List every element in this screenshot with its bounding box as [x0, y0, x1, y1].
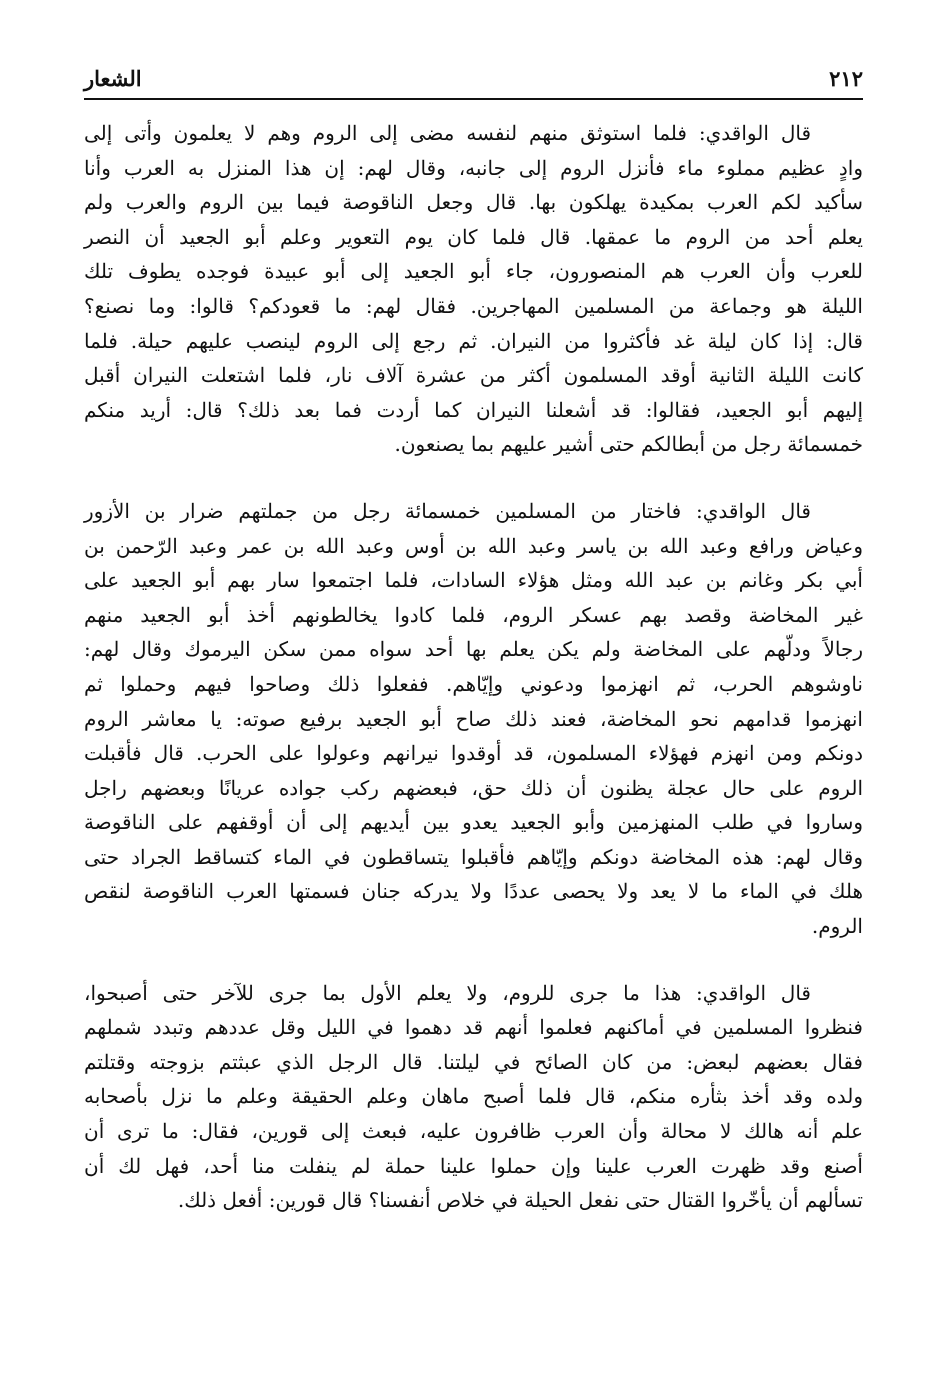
- text-line: انهزموا قدامهم نحو المخاضة، فعند ذلك صاح أبو الجعيد برفيع صوته: يا معاشر الروم: [84, 706, 863, 731]
- text-line: علم أنه هالك لا محالة وأن العرب ظافرون عليه، فبعث إلى قورين، فقال: ما ترى أن: [84, 1119, 864, 1144]
- text-line: قال الواقدي: فلما استوثق منهم لنفسه مضى إلى الروم وهم لا يعلمون وأتى إلى: [84, 121, 811, 145]
- text-line: أصنع وقد ظهرت العرب علينا وإن حملوا علينا حملة لم ينفلت منا أحد، فهل لك أن: [84, 1153, 863, 1178]
- body-text: [84, 116, 863, 1218]
- text-line: يعلم أحد من الروم ما عمقها. قال فلما كان يوم التعوير وعلم أبو الجعيد أن النصر: [84, 224, 863, 249]
- text-line: ناوشوهم الحرب، ثم انهزموا ودعوني وإيّاهم. ففعلوا ذلك وصاحوا فيهم وحملوا ثم: [84, 671, 863, 696]
- text-line: فقال بعضهم لبعض: من كان الصائح في ليلتنا. قال الرجل الذي عبثتم بزوجته وقتلتم: [84, 1049, 863, 1074]
- text-line: وعياض ورافع وعبد الله بن ياسر وعبد الله بن أوس وعبد الله بن عمر وعبد الرّحمن بن: [84, 533, 863, 558]
- text-line: فنظروا المسلمين في أماكنهم فعلموا أنهم قد دهموا في الليل وقل عددهم وتبدد شملهم: [84, 1015, 863, 1040]
- page-number: ٢١٢: [829, 66, 863, 91]
- paragraph-2: [84, 494, 863, 944]
- paragraph-1: [84, 116, 863, 462]
- text-line: قال: إذا كان ليلة غد فأكثروا من النيران. ثم رجع إلى الروم لينصب عليهم حيلة. فلما: [84, 328, 863, 353]
- text-line: وساروا في طلب المنهزمين وأبو الجعيد يعدو بين أيديهم إلى أن أوقفهم على الناقوصة: [84, 810, 863, 835]
- text-line: الليلة هو وجماعة من المسلمين المهاجرين. فقال لهم: ما قعودكم؟ قالوا: وما نصنع؟: [84, 293, 863, 318]
- text-line: أبي بكر وغانم بن عبد الله ومثل هؤلاء السادات، فلما اجتمعوا سار بهم أبو الجعيد على: [84, 568, 863, 593]
- text-line: رجالاً ودلّهم على المخاضة ولم يكن يعلم بها أحد سواه ممن سكن اليرموك وقال لهم:: [84, 637, 863, 662]
- page-header: [84, 62, 863, 96]
- text-line: دونكم ومن انهزم فهؤلاء المسلمون، قد أوقدوا نيرانهم وعولوا على الحرب. قال فأقبلت: [84, 741, 863, 766]
- text-line: قال الواقدي: فاختار من المسلمين خمسمائة رجل من جملتهم ضرار بن الأزور: [84, 498, 811, 523]
- text-line: تسألهم أن يأخّروا القتال حتى نفعل الحيلة في خلاص أنفسنا؟ قال قورين: أفعل ذلك.: [177, 1188, 863, 1213]
- text-line: خمسمائة رجل من أبطالكم حتى أشير عليهم بما يصنعون.: [394, 432, 863, 457]
- text-line: الروم على حال عجلة يظنون أن ذلك حق، فبعضهم ركب جواده عريانًا وبعضهم راجل: [84, 775, 863, 800]
- text-line: للعرب وأن العرب هم المنصورون، جاء أبو الجعيد إلى أبو عبيدة فوجده يطوف تلك: [84, 259, 863, 284]
- running-title: الشعار: [84, 66, 142, 91]
- text-line: قال الواقدي: هذا ما جرى للروم، ولا يعلم الأول بما جرى للآخر حتى أصبحوا،: [84, 980, 811, 1005]
- text-line: ولده وقد أخذ بثأره منكم، قال فلما أصبح ماهان وعلم الحقيقة وعلم ما نزل بأصحابه: [84, 1084, 864, 1109]
- text-line: كانت الليلة الثانية أوقد المسلمون أكثر من عشرة آلاف نار، فلما اشتعلت النيران أقبل: [84, 363, 863, 388]
- text-line: سأكيد لكم العرب بمكيدة يهلكون بها. قال وجعل الناقوصة فيما بين الروم والعرب ولم: [84, 190, 863, 215]
- text-line: إليهم أبو الجعيد، فقالوا: قد أشعلنا النيران كما أردت فما بعد ذلك؟ قال: أريد منكم: [84, 397, 864, 422]
- paragraph-3: [84, 976, 863, 1218]
- text-line: هلك في الماء ما لا يعد ولا يحصى عددًا ولا يدركه جنان فسمتها العرب الناقوصة لنقص: [84, 879, 863, 904]
- text-line: وادٍ عظيم مملوء ماء فأنزل الروم إلى جانبه، وقال لهم: إن هذا المنزل به العرب وأنا: [84, 155, 863, 180]
- text-line: وقال لهم: هذه المخاضة دونكم وإيّاهم فأقبلوا يتساقطون في الماء كتساقط الجراد حتى: [84, 844, 863, 869]
- text-line: غير المخاضة وقصد بهم عسكر الروم، فلما كادوا يخالطونهم أخذ أبو الجعيد منهم: [84, 602, 863, 627]
- header-rule: [84, 98, 863, 100]
- text-line: الروم.: [811, 914, 863, 939]
